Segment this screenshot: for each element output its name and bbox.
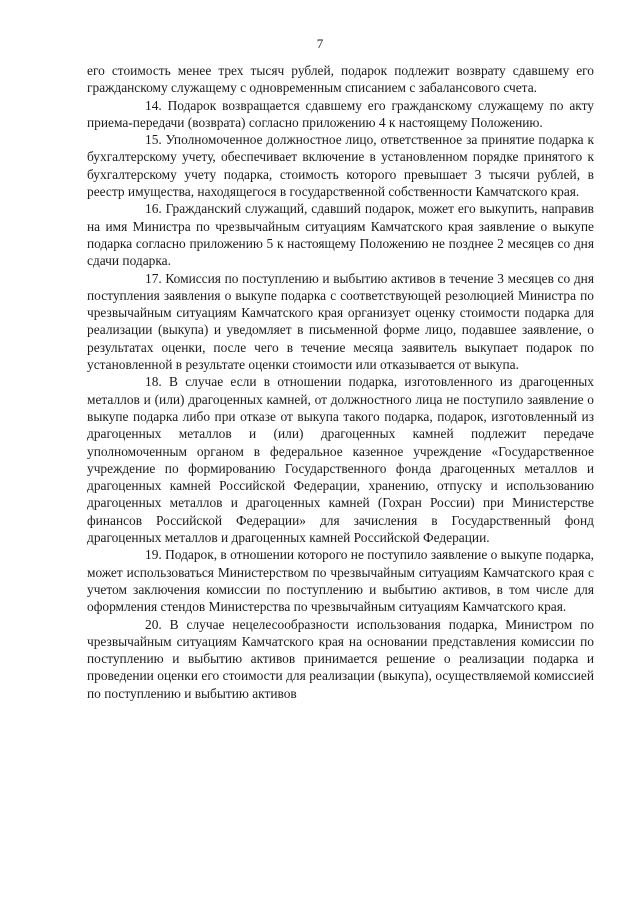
paragraph-16: 16. Гражданский служащий, сдавший подарок, может его выкупить, направив на имя Министра по чрезвычайным ситуациям Камчатского края заявление о выкупе подарка согласно приложению 5 к настоящему Положению не позднее 2 месяцев со дня сдачи подарка.	[87, 201, 594, 269]
document-body	[87, 62, 594, 702]
paragraph-15: 15. Уполномоченное должностное лицо, ответственное за принятие подарка к бухгалтерскому учету, обеспечивает включение в установленном порядке принятого к бухгалтерскому учету подарка, стоимость которого превышает 3 тысячи рублей, в реестр имущества, находящегося в государственной собственности Камчатского края.	[87, 132, 594, 200]
paragraph-14: 14. Подарок возвращается сдавшему его гражданскому служащему по акту приема-передачи (возврата) согласно приложению 4 к настоящему Положению.	[87, 97, 594, 130]
page-number: 7	[316, 36, 324, 51]
paragraph-19: 19. Подарок, в отношении которого не поступило заявление о выкупе подарка, может использоваться Министерством по чрезвычайным ситуациям Камчатского края с учетом заключения комиссии по поступлению и выбытию активов, в том числе для оформления стендов Министерства по чрезвычайным ситуациям Камчатского края.	[87, 547, 594, 615]
paragraph-18: 18. В случае если в отношении подарка, изготовленного из драгоценных металлов и (или) драгоценных камней, от должностного лица не поступило заявление о выкупе подарка либо при отказе от выкупа такого подарка, подарок, изготовленный из драгоценных металлов и (или) драгоценных камней подлежит передаче уполномоченным органом в федеральное казенное учреждение «Государственное учреждение по формированию Государственного фонда драгоценных металлов и драгоценных камней Российской Федерации, хранению, отпуску и использованию драгоценных металлов и драгоценных камней (Гохран России) при Министерстве финансов Российской Федерации» для зачисления в Государственный фонд драгоценных металлов и драгоценных камней Российской Федерации.	[87, 374, 594, 546]
paragraph-continuation: его стоимость менее трех тысяч рублей, подарок подлежит возврату сдавшему его гражданскому служащему с одновременным списанием с забалансового счета.	[87, 63, 594, 96]
paragraph-20: 20. В случае нецелесообразности использования подарка, Министром по чрезвычайным ситуациям Камчатского края на основании представления комиссии по поступлению и выбытию активов принимается решение о реализации подарка и проведении оценки его стоимости для реализации (выкупа), осуществляемой комиссией по поступлению и выбытию активов	[87, 616, 594, 701]
paragraph-17: 17. Комиссия по поступлению и выбытию активов в течение 3 месяцев со дня поступления заявления о выкупе подарка с соответствующей резолюцией Министра по чрезвычайным ситуациям Камчатского края организует оценку стоимости подарка для реализации (выкупа) и уведомляет в письменной форме лицо, подавшее заявление, о результатах оценки, после чего в течение месяца заявитель выкупает подарок по установленной в результате оценки стоимости или отказывается от выкупа.	[87, 270, 594, 373]
